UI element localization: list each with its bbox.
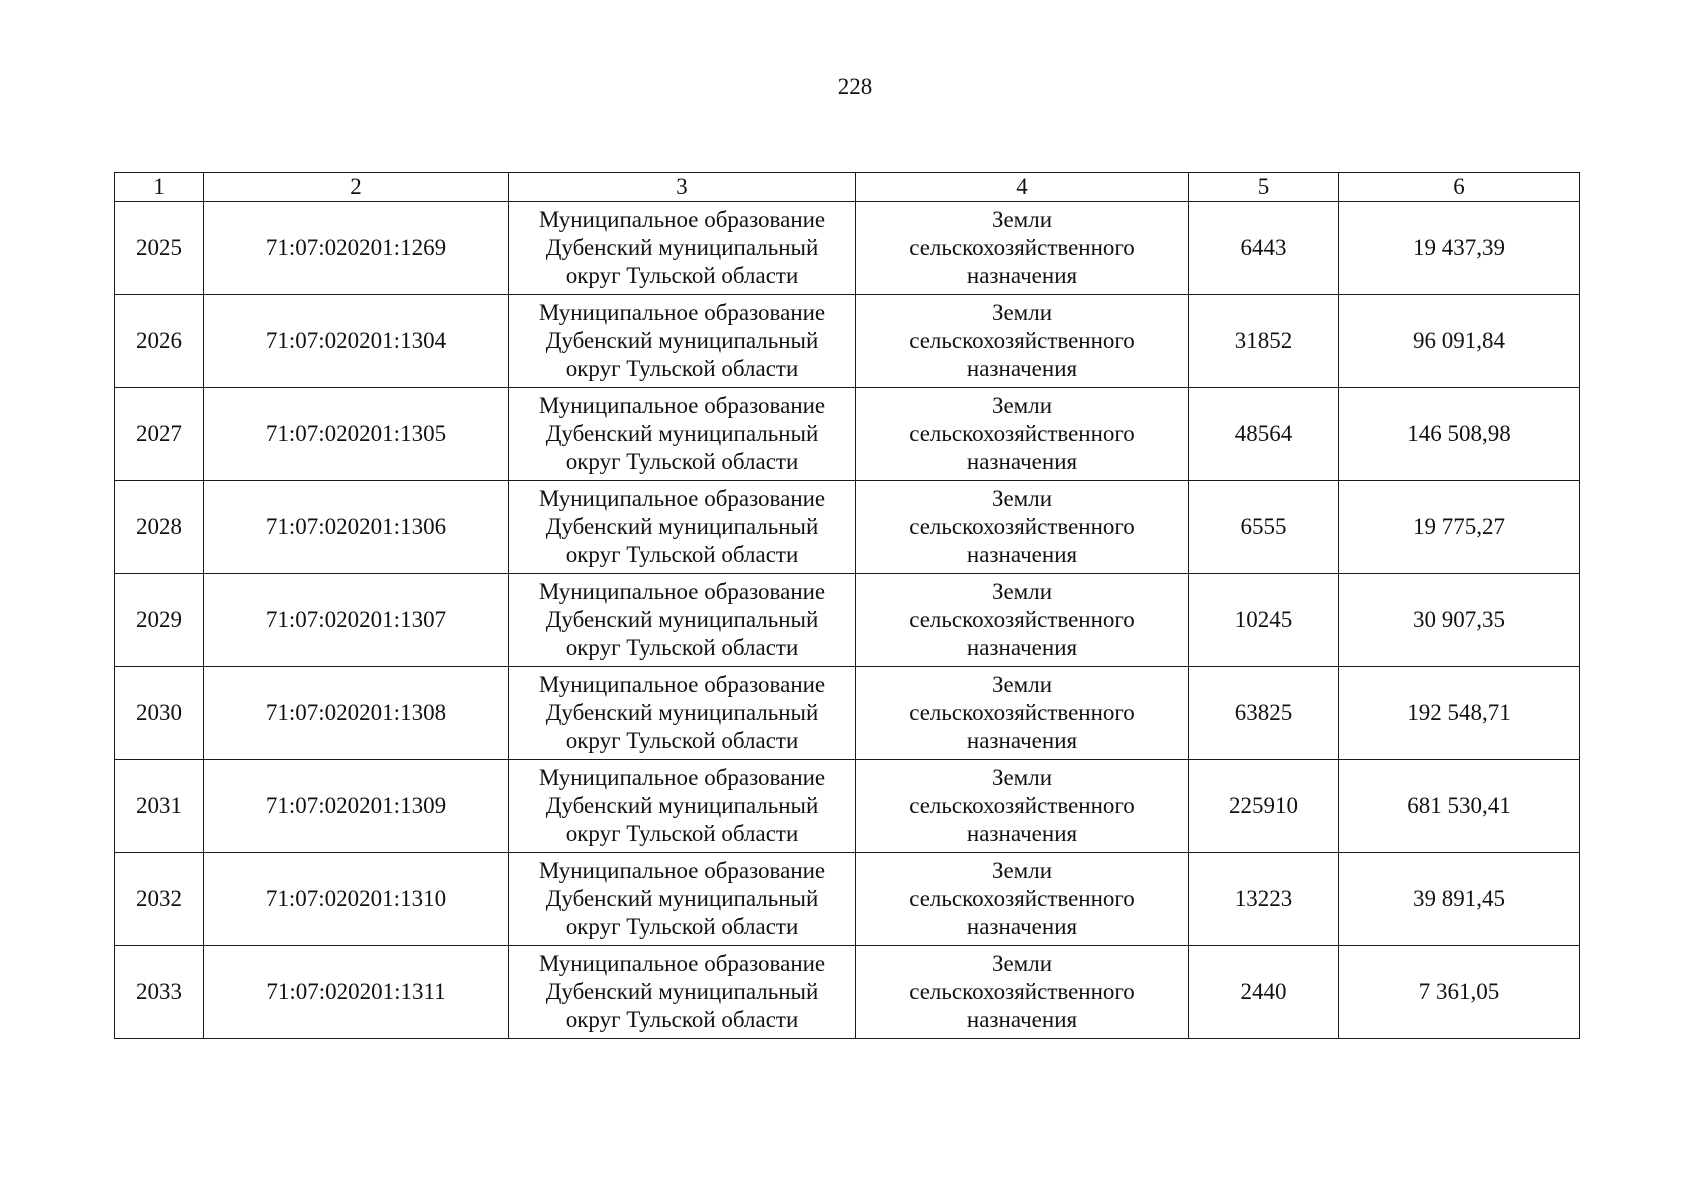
owner-cell-line: округ Тульской области: [565, 263, 799, 288]
owner-cell-line: Муниципальное образование: [538, 300, 826, 325]
owner-cell-line: Дубенский муниципальный: [545, 793, 819, 818]
cadastral-number-cell: 71:07:020201:1305: [204, 388, 509, 481]
table-header: [115, 173, 1580, 202]
owner-cell-line: Муниципальное образование: [538, 207, 826, 232]
cadastral-number-cell: 71:07:020201:1304: [204, 295, 509, 388]
land-category-cell-line: сельскохозяйственного: [909, 700, 1135, 725]
owner-cell: [509, 202, 856, 295]
cadastral-number-cell: 71:07:020201:1306: [204, 481, 509, 574]
cadastral-number-cell: 71:07:020201:1269: [204, 202, 509, 295]
owner-cell-line: Муниципальное образование: [538, 951, 826, 976]
owner-cell-line: Дубенский муниципальный: [545, 700, 819, 725]
owner-cell-line: Муниципальное образование: [538, 858, 826, 883]
owner-cell: [509, 760, 856, 853]
land-category-cell-line: сельскохозяйственного: [909, 421, 1135, 446]
header-row: [115, 173, 1580, 202]
owner-cell: [509, 946, 856, 1039]
land-category-cell-line: сельскохозяйственного: [909, 607, 1135, 632]
land-category-cell: [856, 481, 1189, 574]
cadastral-value-cell: 681 530,41: [1339, 760, 1580, 853]
row-number-cell: 2025: [115, 202, 204, 295]
area-cell: 31852: [1189, 295, 1339, 388]
land-category-cell-line: Земли: [991, 300, 1053, 325]
page-number: 228: [837, 74, 873, 99]
owner-cell: [509, 481, 856, 574]
owner-cell-line: округ Тульской области: [565, 449, 799, 474]
owner-cell-line: Муниципальное образование: [538, 579, 826, 604]
land-category-cell: [856, 760, 1189, 853]
owner-cell-line: округ Тульской области: [565, 542, 799, 567]
owner-cell: [509, 388, 856, 481]
land-category-cell-line: назначения: [966, 356, 1078, 381]
area-cell: 63825: [1189, 667, 1339, 760]
row-number-cell: 2033: [115, 946, 204, 1039]
row-number-cell: 2028: [115, 481, 204, 574]
header-cell-4: 4: [856, 173, 1189, 202]
area-cell: 225910: [1189, 760, 1339, 853]
table-row: [115, 667, 1580, 760]
owner-cell-line: Дубенский муниципальный: [545, 886, 819, 911]
table-row: [115, 295, 1580, 388]
cadastral-number-cell: 71:07:020201:1307: [204, 574, 509, 667]
table-body: [115, 202, 1580, 1039]
cadastral-number-cell: 71:07:020201:1311: [204, 946, 509, 1039]
land-category-cell-line: назначения: [966, 449, 1078, 474]
header-cell-6: 6: [1339, 173, 1580, 202]
owner-cell-line: округ Тульской области: [565, 356, 799, 381]
cadastral-value-cell: 96 091,84: [1339, 295, 1580, 388]
owner-cell-line: округ Тульской области: [565, 914, 799, 939]
land-category-cell-line: назначения: [966, 542, 1078, 567]
owner-cell-line: Муниципальное образование: [538, 672, 826, 697]
owner-cell: [509, 667, 856, 760]
owner-cell-line: Дубенский муниципальный: [545, 421, 819, 446]
owner-cell-line: Дубенский муниципальный: [545, 328, 819, 353]
cadastral-value-cell: 19 437,39: [1339, 202, 1580, 295]
land-category-cell-line: сельскохозяйственного: [909, 886, 1135, 911]
land-category-cell-line: Земли: [991, 951, 1053, 976]
table-row: [115, 760, 1580, 853]
cadastral-number-cell: 71:07:020201:1310: [204, 853, 509, 946]
land-category-cell-line: назначения: [966, 1007, 1078, 1032]
land-category-cell-line: сельскохозяйственного: [909, 979, 1135, 1004]
land-category-cell: [856, 574, 1189, 667]
land-category-cell: [856, 202, 1189, 295]
owner-cell-line: Муниципальное образование: [538, 765, 826, 790]
row-number-cell: 2029: [115, 574, 204, 667]
owner-cell-line: Дубенский муниципальный: [545, 607, 819, 632]
land-category-cell-line: назначения: [966, 263, 1078, 288]
header-cell-3: 3: [509, 173, 856, 202]
land-category-cell-line: Земли: [991, 486, 1053, 511]
land-category-cell-line: назначения: [966, 635, 1078, 660]
land-category-cell-line: назначения: [966, 914, 1078, 939]
header-cell-2: 2: [204, 173, 509, 202]
owner-cell-line: округ Тульской области: [565, 728, 799, 753]
area-cell: 10245: [1189, 574, 1339, 667]
header-cell-5: 5: [1189, 173, 1339, 202]
land-category-cell: [856, 388, 1189, 481]
cadastral-number-cell: 71:07:020201:1308: [204, 667, 509, 760]
table-row: [115, 946, 1580, 1039]
owner-cell: [509, 853, 856, 946]
cadastral-value-cell: 39 891,45: [1339, 853, 1580, 946]
owner-cell-line: Муниципальное образование: [538, 486, 826, 511]
cadastral-value-cell: 7 361,05: [1339, 946, 1580, 1039]
owner-cell-line: округ Тульской области: [565, 1007, 799, 1032]
row-number-cell: 2030: [115, 667, 204, 760]
owner-cell-line: Дубенский муниципальный: [545, 235, 819, 260]
table-row: [115, 574, 1580, 667]
row-number-cell: 2026: [115, 295, 204, 388]
owner-cell-line: Дубенский муниципальный: [545, 514, 819, 539]
land-category-cell: [856, 853, 1189, 946]
owner-cell-line: Дубенский муниципальный: [545, 979, 819, 1004]
land-category-cell-line: Земли: [991, 858, 1053, 883]
table-row: [115, 853, 1580, 946]
land-category-cell-line: Земли: [991, 393, 1053, 418]
land-table-container: [114, 172, 1579, 1039]
row-number-cell: 2027: [115, 388, 204, 481]
land-category-cell-line: Земли: [991, 672, 1053, 697]
table-row: [115, 202, 1580, 295]
owner-cell-line: округ Тульской области: [565, 821, 799, 846]
area-cell: 2440: [1189, 946, 1339, 1039]
land-category-cell-line: назначения: [966, 821, 1078, 846]
owner-cell-line: округ Тульской области: [565, 635, 799, 660]
table-row: [115, 481, 1580, 574]
land-category-cell: [856, 667, 1189, 760]
header-cell-1: 1: [115, 173, 204, 202]
land-category-cell-line: назначения: [966, 728, 1078, 753]
owner-cell: [509, 295, 856, 388]
owner-cell-line: Муниципальное образование: [538, 393, 826, 418]
cadastral-value-cell: 192 548,71: [1339, 667, 1580, 760]
land-table: [114, 172, 1580, 1039]
table-row: [115, 388, 1580, 481]
area-cell: 6443: [1189, 202, 1339, 295]
area-cell: 6555: [1189, 481, 1339, 574]
area-cell: 13223: [1189, 853, 1339, 946]
cadastral-value-cell: 19 775,27: [1339, 481, 1580, 574]
land-category-cell-line: сельскохозяйственного: [909, 514, 1135, 539]
cadastral-value-cell: 30 907,35: [1339, 574, 1580, 667]
land-category-cell-line: Земли: [991, 765, 1053, 790]
land-category-cell-line: Земли: [991, 207, 1053, 232]
row-number-cell: 2032: [115, 853, 204, 946]
row-number-cell: 2031: [115, 760, 204, 853]
land-category-cell-line: сельскохозяйственного: [909, 328, 1135, 353]
owner-cell: [509, 574, 856, 667]
land-category-cell-line: сельскохозяйственного: [909, 793, 1135, 818]
land-category-cell: [856, 946, 1189, 1039]
area-cell: 48564: [1189, 388, 1339, 481]
land-category-cell: [856, 295, 1189, 388]
cadastral-number-cell: 71:07:020201:1309: [204, 760, 509, 853]
cadastral-value-cell: 146 508,98: [1339, 388, 1580, 481]
land-category-cell-line: Земли: [991, 579, 1053, 604]
land-category-cell-line: сельскохозяйственного: [909, 235, 1135, 260]
